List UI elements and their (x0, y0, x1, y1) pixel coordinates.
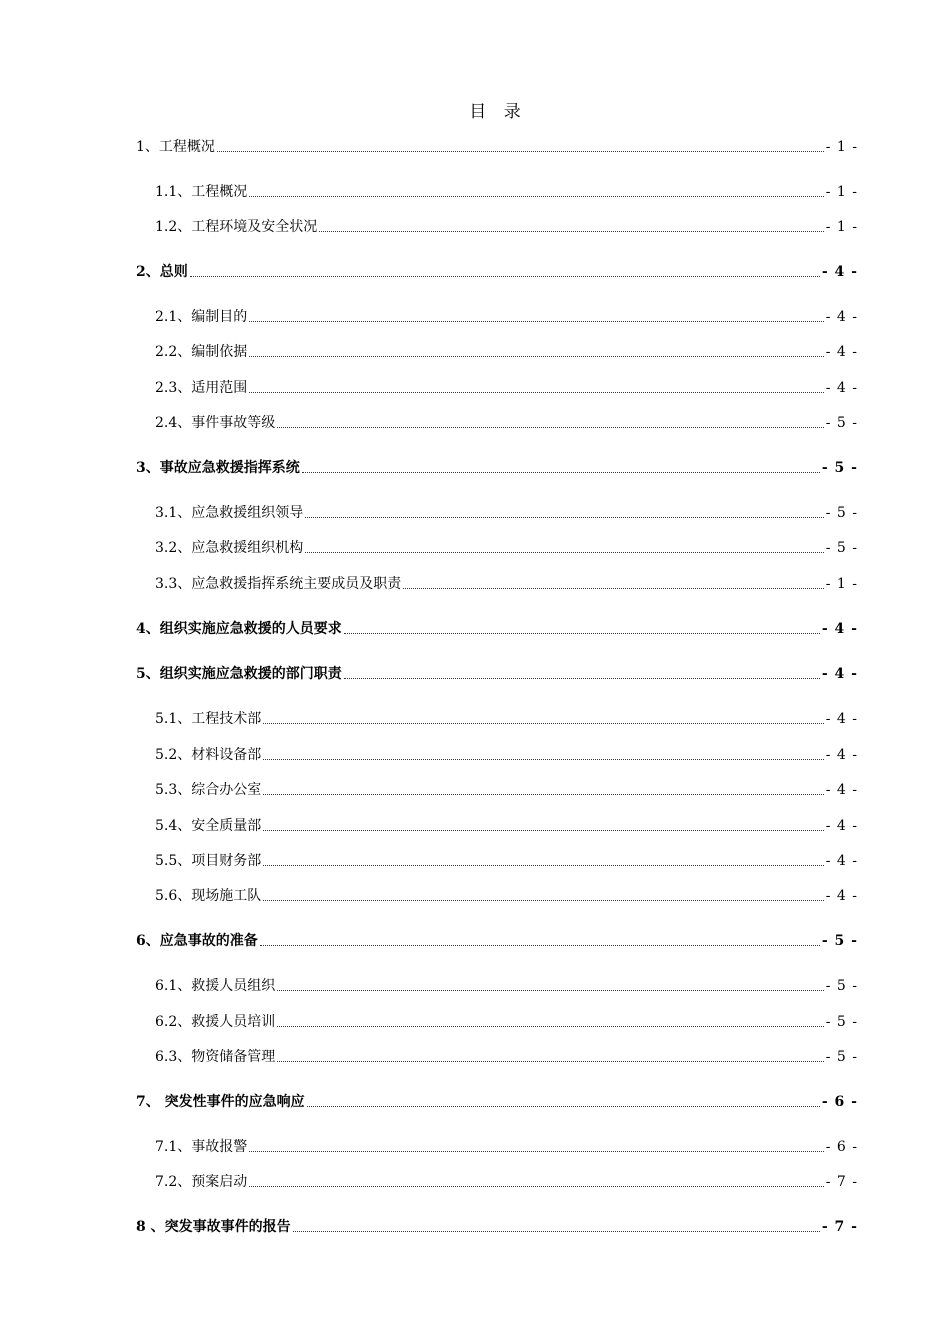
toc-dot-leader (403, 588, 823, 589)
toc-entry-label: 5.4、安全质量部 (155, 818, 262, 834)
toc-entry[interactable] (155, 976, 858, 996)
toc-dot-leader (263, 723, 823, 724)
toc-entry-page: - 4 - (825, 344, 858, 360)
toc-entry[interactable] (136, 262, 858, 282)
toc-dot-leader (249, 392, 823, 393)
toc-title: 目 录 (469, 102, 527, 122)
toc-entry-label: 8 、突发事故事件的报告 (136, 1219, 291, 1235)
toc-entry[interactable] (155, 503, 858, 523)
toc-dot-leader (307, 1106, 820, 1107)
toc-entry-page: - 6 - (821, 1094, 858, 1110)
toc-entry-label: 6、应急事故的准备 (136, 933, 258, 949)
toc-entry-page: - 7 - (821, 1219, 858, 1235)
toc-entry-page: - 1 - (825, 576, 858, 592)
toc-entry[interactable] (136, 1092, 858, 1112)
toc-dot-leader (277, 990, 823, 991)
toc-dot-leader (249, 196, 823, 197)
toc-entry-page: - 7 - (825, 1174, 858, 1190)
toc-entry-page: - 4 - (825, 853, 858, 869)
toc-entry-page: - 6 - (825, 1139, 858, 1155)
toc-dot-leader (249, 321, 823, 322)
toc-entry-label: 5、组织实施应急救援的部门职责 (136, 666, 342, 682)
toc-entry[interactable] (136, 664, 858, 684)
toc-entry-page: - 5 - (821, 460, 858, 476)
toc-entry-page: - 4 - (825, 818, 858, 834)
toc-dot-leader (249, 1186, 823, 1187)
toc-entry-page: - 4 - (825, 380, 858, 396)
toc-entry-page: - 4 - (821, 621, 858, 637)
toc-dot-leader (293, 1231, 820, 1232)
toc-dot-leader (190, 276, 820, 277)
toc-entry-page: - 4 - (825, 711, 858, 727)
toc-entry-label: 5.1、工程技术部 (155, 711, 262, 727)
toc-dot-leader (263, 830, 823, 831)
toc-entry[interactable] (155, 745, 858, 765)
toc-entry[interactable] (155, 816, 858, 836)
toc-entry[interactable] (155, 307, 858, 327)
toc-entry-page: - 1 - (825, 184, 858, 200)
toc-entry-label: 2、总则 (136, 264, 188, 280)
toc-entry-label: 2.1、编制目的 (155, 309, 248, 325)
toc-entry-label: 6.3、物资储备管理 (155, 1049, 276, 1065)
toc-entry-label: 6.1、救援人员组织 (155, 978, 276, 994)
toc-dot-leader (344, 678, 820, 679)
toc-dot-leader (249, 356, 823, 357)
toc-dot-leader (249, 1151, 823, 1152)
toc-entry[interactable] (155, 780, 858, 800)
toc-entry[interactable] (136, 931, 858, 951)
toc-dot-leader (277, 1026, 823, 1027)
toc-entry[interactable] (155, 342, 858, 362)
toc-entry[interactable] (155, 574, 858, 594)
toc-entry[interactable] (155, 1137, 858, 1157)
toc-entry-label: 5.6、现场施工队 (155, 888, 262, 904)
toc-dot-leader (263, 900, 823, 901)
toc-entry[interactable] (155, 217, 858, 237)
toc-entry-label: 3、事故应急救援指挥系统 (136, 460, 300, 476)
toc-dot-leader (277, 1061, 823, 1062)
toc-entry-page: - 4 - (825, 782, 858, 798)
toc-entry-page: - 5 - (825, 978, 858, 994)
toc-entry-label: 3.2、应急救援组织机构 (155, 540, 304, 556)
toc-entry[interactable] (136, 137, 858, 157)
toc-entry-page: - 4 - (825, 309, 858, 325)
toc-entry-label: 3.3、应急救援指挥系统主要成员及职责 (155, 576, 402, 592)
toc-entry[interactable] (155, 1012, 858, 1032)
toc-dot-leader (344, 633, 820, 634)
toc-dot-leader (263, 865, 823, 866)
toc-dot-leader (305, 517, 823, 518)
toc-entry-label: 6.2、救援人员培训 (155, 1014, 276, 1030)
toc-entry-page: - 4 - (825, 888, 858, 904)
toc-entry-label: 1、工程概况 (136, 139, 215, 155)
toc-dot-leader (319, 231, 823, 232)
toc-entry-page: - 5 - (825, 505, 858, 521)
toc-entry-page: - 4 - (821, 264, 858, 280)
toc-entry-page: - 4 - (825, 747, 858, 763)
toc-entry-label: 1.2、工程环境及安全状况 (155, 219, 318, 235)
toc-entry-page: - 5 - (821, 933, 858, 949)
toc-entry-label: 3.1、应急救援组织领导 (155, 505, 304, 521)
toc-dot-leader (263, 759, 823, 760)
toc-entry-page: - 1 - (825, 219, 858, 235)
toc-entry[interactable] (136, 619, 858, 639)
toc-dot-leader (305, 552, 823, 553)
toc-entry[interactable] (155, 851, 858, 871)
toc-entry-page: - 5 - (825, 415, 858, 431)
toc-entry-page: - 5 - (825, 1014, 858, 1030)
toc-dot-leader (260, 945, 820, 946)
toc-entry-label: 7.1、事故报警 (155, 1139, 248, 1155)
toc-entry-label: 4、组织实施应急救援的人员要求 (136, 621, 342, 637)
toc-entry-label: 2.2、编制依据 (155, 344, 248, 360)
toc-entry-label: 1.1、工程概况 (155, 184, 248, 200)
toc-entry[interactable] (155, 1172, 858, 1192)
toc-dot-leader (302, 472, 820, 473)
toc-entry-label: 7、 突发性事件的应急响应 (136, 1094, 305, 1110)
toc-entry-label: 7.2、预案启动 (155, 1174, 248, 1190)
toc-entry[interactable] (155, 413, 858, 433)
toc-entry-label: 5.2、材料设备部 (155, 747, 262, 763)
toc-dot-leader (217, 151, 824, 152)
toc-entry-label: 5.3、综合办公室 (155, 782, 262, 798)
toc-dot-leader (263, 794, 823, 795)
toc-entry[interactable] (155, 886, 858, 906)
toc-entry[interactable] (155, 378, 858, 398)
toc-entry-page: - 1 - (825, 139, 858, 155)
toc-entry-page: - 5 - (825, 540, 858, 556)
toc-entry-label: 5.5、项目财务部 (155, 853, 262, 869)
toc-entry[interactable] (136, 458, 858, 478)
toc-entry[interactable] (155, 709, 858, 729)
toc-entry[interactable] (155, 538, 858, 558)
toc-entry[interactable] (136, 1217, 858, 1237)
toc-entry-page: - 5 - (825, 1049, 858, 1065)
toc-entry[interactable] (155, 1047, 858, 1067)
toc-entry-label: 2.4、事件事故等级 (155, 415, 276, 431)
toc-dot-leader (277, 427, 823, 428)
toc-entry-page: - 4 - (821, 666, 858, 682)
toc-entry-label: 2.3、适用范围 (155, 380, 248, 396)
toc-entry[interactable] (155, 182, 858, 202)
